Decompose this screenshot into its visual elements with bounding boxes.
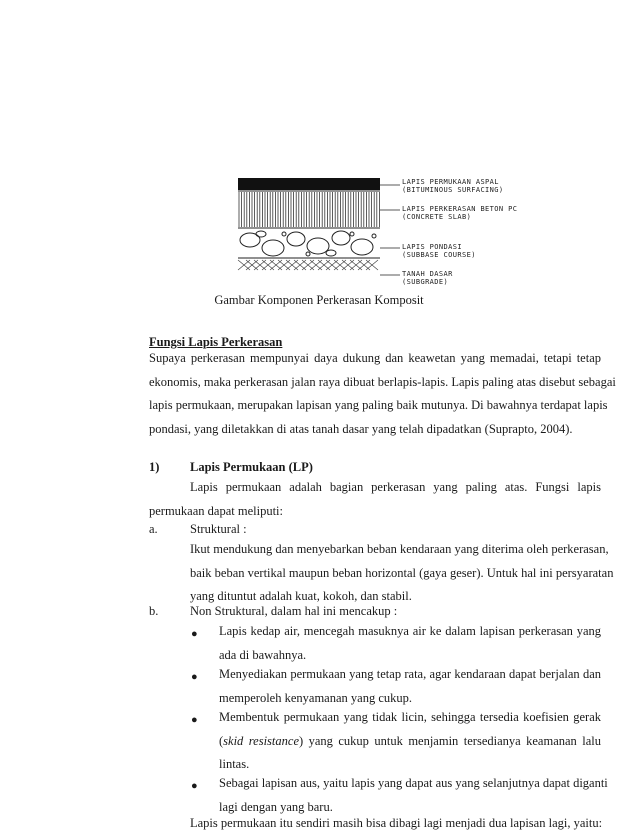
desc-line: permukaan dapat meliputi: bbox=[149, 503, 283, 518]
intro-paragraph bbox=[149, 347, 616, 441]
bullet-item bbox=[219, 663, 601, 710]
intro-line: pondasi, yang diletakkan di atas tanah dasar yang telah dipadatkan (Suprapto, 2004). bbox=[149, 421, 573, 436]
bullet-item bbox=[219, 620, 601, 667]
intro-line: ekonomis, maka perkerasan jalan raya dibuat berlapis-lapis. Lapis paling atas disebut sebagai bbox=[149, 374, 616, 389]
figure-caption: Gambar Komponen Perkerasan Komposit bbox=[214, 293, 424, 307]
bullet-icon: ● bbox=[191, 714, 198, 726]
structural-title: Struktural : bbox=[190, 522, 247, 536]
intro-line: lapis permukaan, merupakan lapisan yang paling baik mutunya. Di bawahnya terdapat lapis bbox=[149, 398, 608, 412]
structural-line: yang dituntut adalah kuat, kokoh, dan stabil. bbox=[190, 589, 412, 603]
bullet-line: Membentuk permukaan yang tidak licin, sehingga tersedia koefisien gerak bbox=[219, 710, 601, 724]
bullet-item bbox=[219, 772, 608, 819]
list-marker-a: a. bbox=[149, 522, 158, 536]
bullet-line: Lapis kedap air, mencegah masuknya air ke dalam lapisan perkerasan yang bbox=[219, 624, 601, 638]
bullet-item bbox=[219, 706, 601, 777]
bullet-line: lagi dengan yang baru. bbox=[219, 799, 333, 814]
item-number: 1) bbox=[149, 460, 160, 474]
bullet-line: Sebagai lapisan aus, yaitu lapis yang dapat aus yang selanjutnya dapat diganti bbox=[219, 776, 608, 790]
list-marker-b: b. bbox=[149, 604, 159, 618]
bullet-line: lintas. bbox=[219, 757, 250, 771]
structural-line: baik beban vertikal maupun beban horizontal (gaya geser). Untuk hal ini persyaratan bbox=[190, 565, 614, 580]
bullet-icon: ● bbox=[191, 628, 198, 640]
section-heading: Fungsi Lapis Perkerasan bbox=[149, 335, 283, 349]
item-title: Lapis Permukaan (LP) bbox=[190, 460, 313, 474]
bullet-line: memperoleh kenyamanan yang cukup. bbox=[219, 690, 412, 705]
bullet-icon: ● bbox=[191, 671, 198, 683]
asphalt-layer bbox=[238, 178, 380, 190]
bullet-line: (skid resistance) yang cukup untuk menjamin tersedianya keamanan lalu bbox=[219, 733, 602, 748]
figure-label-concrete: LAPIS PERKERASAN BETON PC (CONCRETE SLAB) bbox=[402, 205, 518, 221]
figure-label-subbase: LAPIS PONDASI (SUBBASE COURSE) bbox=[402, 243, 476, 259]
figure-label-subgrade: TANAH DASAR (SUBGRADE) bbox=[402, 270, 453, 286]
figure-label-asphalt: LAPIS PERMUKAAN ASPAL (BITUMINOUS SURFACING) bbox=[402, 178, 504, 194]
skid-resistance-term: skid resistance bbox=[223, 733, 299, 748]
structural-paragraph bbox=[190, 538, 614, 609]
bullet-line: Menyediakan permukaan yang tetap rata, agar kendaraan dapat berjalan dan bbox=[219, 667, 601, 681]
intro-line: Supaya perkerasan mempunyai daya dukung dan keawetan yang memadai, tetapi tetap bbox=[149, 351, 601, 365]
non-structural-title: Non Struktural, dalam hal ini mencakup : bbox=[190, 604, 398, 618]
bullet-line: ada di bawahnya. bbox=[219, 647, 307, 662]
item-description bbox=[149, 476, 601, 523]
desc-line: Lapis permukaan adalah bagian perkerasan yang paling atas. Fungsi lapis bbox=[190, 480, 601, 494]
structural-line: Ikut mendukung dan menyebarkan beban kendaraan yang diterima oleh perkerasan, bbox=[190, 542, 609, 556]
subbase-layer bbox=[240, 231, 376, 256]
subgrade-layer bbox=[238, 260, 378, 270]
footer-line: Lapis permukaan itu sendiri masih bisa dibagi lagi menjadi dua lapisan lagi, yaitu: bbox=[190, 816, 603, 830]
bullet-icon: ● bbox=[191, 780, 198, 792]
